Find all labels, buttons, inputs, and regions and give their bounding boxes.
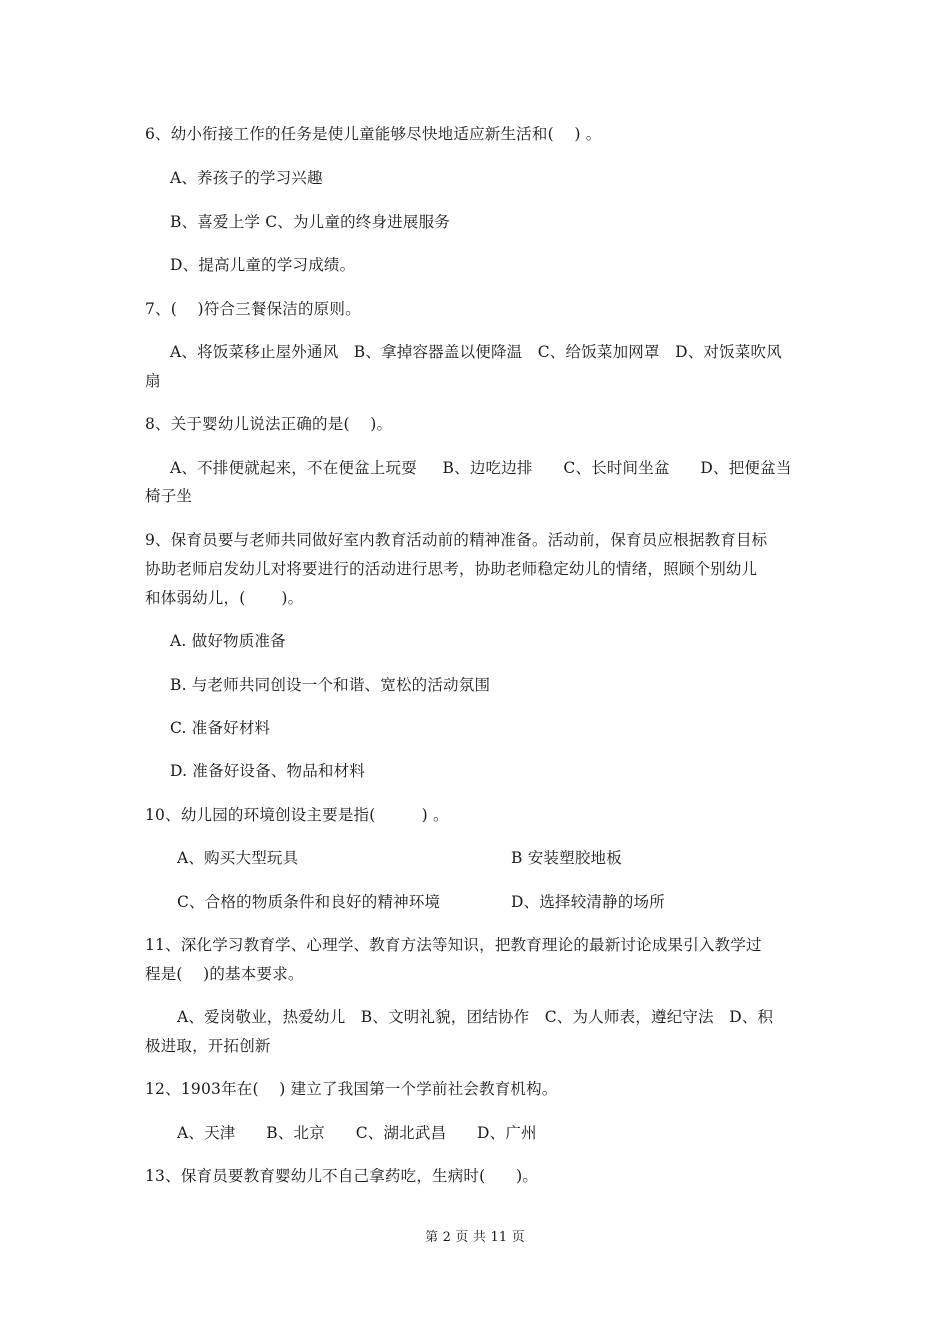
question-11-stem-line-1: 11、深化学习教育学、心理学、教育方法等知识，把教育理论的最新讨论成果引入教学过 — [145, 936, 762, 954]
question-9-stem-line-3: 和体弱幼儿，( )。 — [145, 589, 304, 607]
question-10-option-a: A、购买大型玩具 — [177, 849, 299, 867]
question-6-option-a: A、养孩子的学习兴趣 — [170, 169, 323, 187]
question-10-stem: 10、幼儿园的环境创设主要是指( ) 。 — [145, 806, 449, 824]
page-footer: 第 2 页 共 11 页 — [425, 1230, 525, 1245]
question-9-option-b: B. 与老师共同创设一个和谐、宽松的活动氛围 — [170, 676, 491, 694]
question-12-options: A、天津 B、北京 C、湖北武昌 D、广州 — [177, 1124, 537, 1142]
question-13-stem: 13、保育员要教育婴幼儿不自己拿药吃，生病时( )。 — [145, 1167, 539, 1185]
question-11-options: A、爱岗敬业，热爱幼儿 B、文明礼貌，团结协作 C、为人师表，遵纪守法 D、积 — [177, 1008, 774, 1026]
question-7-stem: 7、( )符合三餐保洁的原则。 — [145, 300, 361, 318]
question-7-options: A、将饭菜移止屋外通风 B、拿掉容器盖以便降温 C、给饭菜加网罩 D、对饭菜吹风 — [170, 343, 782, 361]
question-8-stem: 8、关于婴幼儿说法正确的是( )。 — [145, 415, 393, 433]
question-11-stem-line-2: 程是( )的基本要求。 — [145, 965, 304, 983]
question-10-option-d: D、选择较清静的场所 — [511, 893, 665, 911]
question-9-stem-line-1: 9、保育员要与老师共同做好室内教育活动前的精神准备。活动前，保育员应根据教育目标 — [145, 531, 768, 549]
question-12-stem: 12、1903年在( ) 建立了我国第一个学前社会教育机构。 — [145, 1080, 558, 1098]
question-9-stem-line-2: 协助老师启发幼儿对将要进行的活动进行思考，协助老师稳定幼儿的情绪，照顾个别幼儿 — [145, 560, 758, 578]
question-6-option-bc: B、喜爱上学 C、为儿童的终身进展服务 — [170, 213, 450, 231]
question-7-options-wrap: 扇 — [145, 372, 161, 390]
question-10-option-c: C、合格的物质条件和良好的精神环境 — [177, 893, 441, 911]
question-11-options-wrap: 极进取，开拓创新 — [145, 1037, 271, 1055]
question-8-options: A、不排便就起来，不在便盆上玩耍 B、边吃边排 C、长时间坐盆 D、把便盆当 — [170, 459, 792, 477]
question-9-option-d: D. 准备好设备、物品和材料 — [170, 762, 366, 780]
question-9-option-a: A. 做好物质准备 — [170, 632, 286, 650]
question-6-option-d: D、提高儿童的学习成绩。 — [170, 256, 356, 274]
question-8-options-wrap: 椅子坐 — [145, 487, 193, 505]
question-6-stem: 6、幼小衔接工作的任务是使儿童能够尽快地适应新生活和( ) 。 — [145, 125, 602, 143]
question-9-option-c: C. 准备好材料 — [170, 719, 271, 737]
question-10-option-b: B 安装塑胶地板 — [511, 849, 622, 867]
